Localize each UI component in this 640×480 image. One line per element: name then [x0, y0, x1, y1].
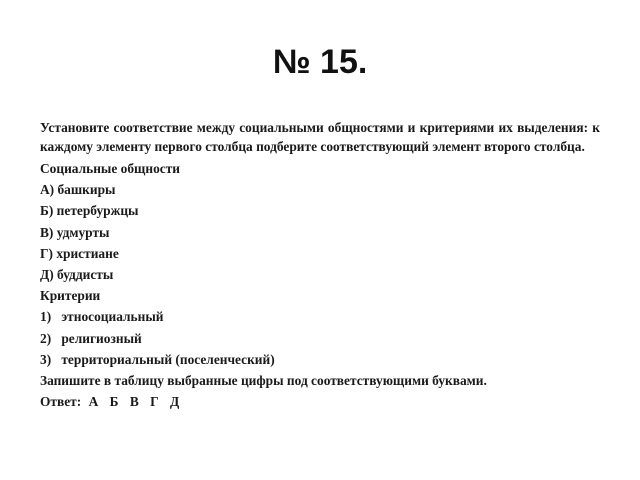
- answer-row: [40, 392, 600, 411]
- criterion-number: 2): [40, 330, 52, 346]
- criterion-number: 1): [40, 309, 52, 325]
- task-content: [40, 118, 600, 413]
- criterion-text: территориальный (поселенческий): [61, 351, 275, 367]
- answer-letter: В: [129, 394, 139, 410]
- community-item: Б) петербуржцы: [40, 203, 139, 219]
- task-instruction: Запишите в таблицу выбранные цифры под соответствующими буквами.: [40, 372, 487, 388]
- criterion-item: [40, 329, 600, 348]
- answer-letter: А: [88, 394, 99, 410]
- communities-heading: Социальные общности: [40, 161, 181, 176]
- criteria-heading: Критерии: [40, 288, 101, 304]
- criterion-item: [40, 350, 600, 369]
- answer-letter: Б: [109, 394, 119, 410]
- answer-label: Ответ:: [40, 394, 82, 410]
- community-item: Г) христиане: [40, 245, 119, 261]
- answer-letter: Г: [150, 394, 159, 410]
- criterion-text: религиозный: [61, 330, 142, 346]
- criterion-item: [40, 307, 600, 326]
- criterion-text: этносоциальный: [61, 309, 164, 325]
- task-intro: Установите соответствие между социальными общностями и критериями их выделения: к каждому элементу первого столбца подберите соответствующий элемент второго столбца.: [40, 120, 600, 154]
- community-item: В) удмурты: [40, 224, 110, 240]
- community-item: Д) буддисты: [40, 266, 114, 282]
- community-item: А) башкиры: [40, 182, 116, 198]
- answer-letter: Д: [170, 394, 180, 410]
- criterion-number: 3): [40, 351, 52, 367]
- slide-title: № 15.: [272, 43, 368, 81]
